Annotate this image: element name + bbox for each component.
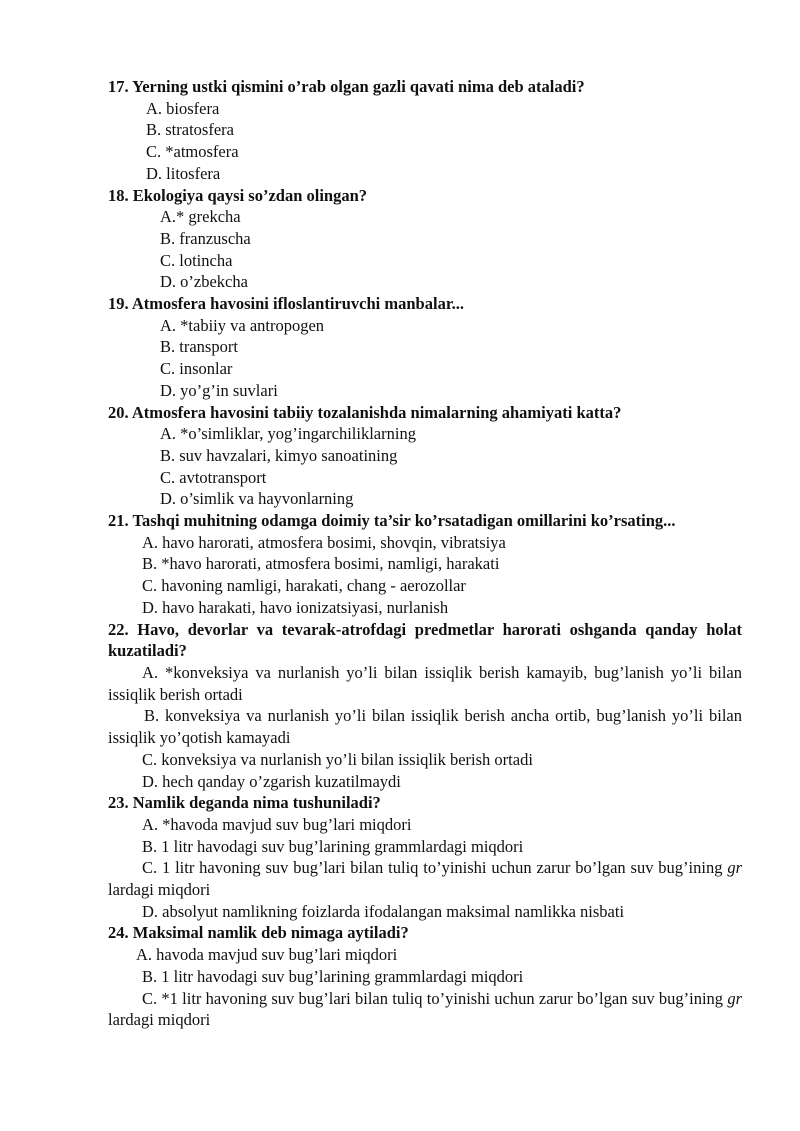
option-23-c-gr: gr [727, 858, 742, 878]
option-18-a: A.* grekcha [160, 207, 241, 227]
option-20-b: B. suv havzalari, kimyo sanoatining [160, 445, 398, 465]
option-19-d: D. yo’g’in suvlari [160, 380, 278, 400]
option-24-a: A. havoda mavjud suv bug’lari miqdori [136, 945, 398, 965]
option-23-b: B. 1 litr havodagi suv bug’larining grammlardagi miqdori [142, 836, 524, 856]
option-24-c [108, 988, 742, 1031]
question-22: 22. Havo, devorlar va tevarak-atrofdagi predmetlar harorati oshganda qanday holat kuzatiladi? [108, 619, 742, 661]
option-21-a: A. havo harorati, atmosfera bosimi, shovqin, vibratsiya [142, 532, 506, 552]
option-22-c: C. konveksiya va nurlanish yo’li bilan issiqlik berish ortadi [142, 749, 533, 769]
question-23: 23. Namlik deganda nima tushuniladi? [108, 793, 381, 813]
option-23-c [108, 857, 742, 900]
question-18: 18. Ekologiya qaysi so’zdan olingan? [108, 185, 368, 205]
option-17-b: B. stratosfera [146, 120, 234, 140]
document-page [108, 76, 742, 1031]
option-19-c: C. insonlar [160, 359, 233, 379]
option-22-b: B. konveksiya va nurlanish yo’li bilan issiqlik berish ancha ortib, bug’lanish yo’li bilan issiqlik yo’qotish kamayadi [108, 706, 742, 748]
option-21-c: C. havoning namligi, harakati, chang - aerozollar [142, 576, 466, 596]
question-24: 24. Maksimal namlik deb nimaga aytiladi? [108, 923, 409, 943]
option-20-d: D. o’simlik va hayvonlarning [160, 489, 354, 509]
option-23-c-tail: lardagi miqdori [108, 880, 211, 900]
option-18-c: C. lotincha [160, 250, 233, 270]
option-24-c-text: C. *1 litr havoning suv bug’lari bilan tuliq to’yinishi uchun zarur bo’lgan suv bug’ining [142, 988, 724, 1008]
option-24-c-tail: lardagi miqdori [108, 1010, 211, 1030]
option-21-d: D. havo harakati, havo ionizatsiyasi, nurlanish [142, 597, 449, 617]
option-24-c-gr: gr [727, 988, 742, 1008]
question-17: 17. Yerning ustki qismini o’rab olgan gazli qavati nima deb ataladi? [108, 77, 585, 96]
question-21: 21. Tashqi muhitning odamga doimiy ta’sir ko’rsatadigan omillarini ko’rsating... [108, 511, 676, 531]
option-20-c: C. avtotransport [160, 467, 267, 487]
option-22-d: D. hech qanday o’zgarish kuzatilmaydi [142, 771, 401, 791]
option-18-b: B. franzuscha [160, 228, 251, 248]
option-18-d: D. o’zbekcha [160, 272, 248, 292]
question-19: 19. Atmosfera havosini ifloslantiruvchi manbalar... [108, 294, 464, 314]
option-24-b: B. 1 litr havodagi suv bug’larining grammlardagi miqdori [142, 966, 524, 986]
option-21-b: B. *havo harorati, atmosfera bosimi, namligi, harakati [142, 554, 500, 574]
option-20-a: A. *o’simliklar, yog’ingarchiliklarning [160, 424, 416, 444]
option-23-a: A. *havoda mavjud suv bug’lari miqdori [142, 814, 412, 834]
option-19-b: B. transport [160, 337, 238, 357]
option-23-c-text: C. 1 litr havoning suv bug’lari bilan tuliq to’yinishi uchun zarur bo’lgan suv bug’ining [142, 858, 723, 878]
option-19-a: A. *tabiiy va antropogen [160, 315, 325, 335]
option-23-d: D. absolyut namlikning foizlarda ifodalangan maksimal namlikka nisbati [142, 901, 625, 921]
option-17-c: C. *atmosfera [146, 142, 239, 162]
question-20: 20. Atmosfera havosini tabiiy tozalanishda nimalarning ahamiyati katta? [108, 402, 622, 422]
option-17-d: D. litosfera [146, 163, 221, 183]
option-17-a: A. biosfera [146, 98, 220, 118]
option-22-a: A. *konveksiya va nurlanish yo’li bilan issiqlik berish kamayib, bug’lanish yo’li bilan issiqlik berish ortadi [108, 662, 742, 704]
